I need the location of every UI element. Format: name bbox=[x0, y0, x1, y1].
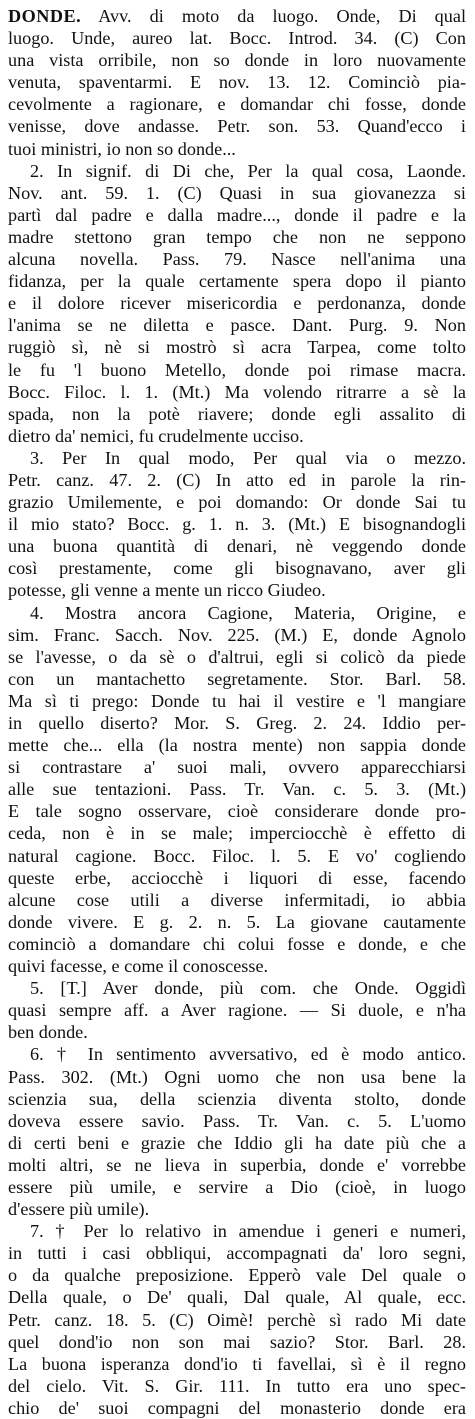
line-text: dietro da' nemici, fu crudelmente ucciso. bbox=[8, 425, 304, 446]
text-line bbox=[8, 27, 466, 49]
text-line bbox=[8, 955, 466, 977]
line-text: Petr. canz. 18. 5. (C) Oimè! perchè sì rado Mi date bbox=[8, 1309, 466, 1330]
text-line bbox=[8, 1021, 466, 1043]
line-text: in tutti i casi obbliqui, accompagnati da' loro segni, bbox=[8, 1243, 466, 1264]
text-line bbox=[8, 690, 466, 712]
line-text: 5. [T.] Aver donde, più com. che Onde. Oggidì bbox=[30, 978, 466, 999]
text-line bbox=[8, 270, 466, 292]
text-line bbox=[8, 1110, 466, 1132]
line-text: mette che... ella (la nostra mente) non sappia donde bbox=[8, 735, 466, 756]
line-text: Della quale, o De' quali, Dal quale, Al quale, ecc. bbox=[8, 1287, 466, 1308]
text-line bbox=[8, 1309, 466, 1331]
text-line bbox=[8, 138, 466, 160]
line-text: doveva essere savio. Pass. Tr. Van. c. 5. L'uomo bbox=[8, 1110, 466, 1131]
entry-text bbox=[8, 5, 466, 1419]
line-text: chio de' suoi compagni del monasterio donde era bbox=[8, 1397, 466, 1418]
line-text: La buona isperanza dond'io ti favellai, sì è il regno bbox=[8, 1353, 466, 1374]
dictionary-entry bbox=[8, 5, 466, 1419]
text-line bbox=[8, 469, 466, 491]
line-text: scienzia sua, della scienzia diventa stolto, donde bbox=[8, 1088, 466, 1109]
line-text: Bocc. Filoc. l. 1. (Mt.) Ma volendo ritrarre a sè la bbox=[8, 381, 466, 402]
line-text: d'essere più umile). bbox=[8, 1199, 150, 1220]
text-line bbox=[8, 624, 466, 646]
line-text: spada, non la potè riavere; donde egli assalito di bbox=[8, 403, 466, 424]
line-text: 6. † In sentimento avversativo, ed è modo antico. bbox=[30, 1044, 466, 1065]
text-line bbox=[8, 1154, 466, 1176]
line-text: o da qualche preposizione. Epperò vale Del quale o bbox=[8, 1265, 466, 1286]
line-text: Pass. 302. (Mt.) Ogni uomo che non usa bene la bbox=[8, 1066, 466, 1087]
text-line bbox=[8, 822, 466, 844]
text-line bbox=[8, 579, 466, 601]
line-text: 4. Mostra ancora Cagione, Materia, Origine, e bbox=[30, 602, 466, 623]
line-text: quasi sempre aff. a Aver ragione. — Si duole, e n'ha bbox=[8, 1000, 466, 1021]
line-text: ceda, non è in se male; imperciocchè è effetto di bbox=[8, 823, 466, 844]
text-line bbox=[8, 403, 466, 425]
sense-line bbox=[8, 447, 466, 469]
text-line bbox=[8, 933, 466, 955]
text-line bbox=[8, 49, 466, 71]
text-line bbox=[8, 71, 466, 93]
text-line bbox=[8, 911, 466, 933]
text-line bbox=[8, 491, 466, 513]
sense-line bbox=[8, 160, 466, 182]
line-text: ben donde. bbox=[8, 1022, 88, 1043]
sense-line bbox=[8, 977, 466, 999]
text-line bbox=[8, 1353, 466, 1375]
line-text: 2. In signif. di Di che, Per la qual cosa, Laonde. bbox=[30, 160, 466, 181]
line-text: natural cagione. Bocc. Filoc. l. 5. E vo' cogliendo bbox=[8, 845, 466, 866]
text-line bbox=[8, 845, 466, 867]
text-line bbox=[8, 889, 466, 911]
line-text: Nov. ant. 59. 1. (C) Quasi in sua giovanezza si bbox=[8, 182, 466, 203]
text-line bbox=[8, 1198, 466, 1220]
text-line bbox=[8, 182, 466, 204]
line-text: 3. Per In qual modo, Per qual via o mezzo. bbox=[30, 447, 466, 468]
line-text: di certi beni e grazie che Iddio gli ha date più che a bbox=[8, 1132, 466, 1153]
text-line bbox=[8, 646, 466, 668]
text-line bbox=[8, 734, 466, 756]
text-line bbox=[8, 292, 466, 314]
text-line bbox=[8, 336, 466, 358]
line-text: quivi facesse, e come il conoscesse. bbox=[8, 956, 269, 977]
text-line bbox=[8, 535, 466, 557]
text-line bbox=[8, 1066, 466, 1088]
line-text: alle sue tentazioni. Pass. Tr. Van. c. 5. 3. (Mt.) bbox=[8, 779, 466, 800]
headword-line bbox=[8, 5, 466, 27]
text-line bbox=[8, 93, 466, 115]
text-line bbox=[8, 867, 466, 889]
line-text: il mio stato? Bocc. g. 1. n. 3. (Mt.) E bisognandogli bbox=[8, 514, 466, 535]
line-text: luogo. Unde, aureo lat. Bocc. Introd. 34. (C) Con bbox=[8, 28, 466, 49]
line-text: l'anima se ne diletta e pasce. Dant. Purg. 9. Non bbox=[8, 315, 466, 336]
line-text: fidanza, per la quale certamente spera dopo il pianto bbox=[8, 271, 466, 292]
line-text: in quello diserto? Mor. S. Greg. 2. 24. Iddio per- bbox=[8, 713, 466, 733]
text-line bbox=[8, 1176, 466, 1198]
text-line bbox=[8, 557, 466, 579]
text-line bbox=[8, 778, 466, 800]
line-text: quel dond'io non son mai sazio? Stor. Barl. 28. bbox=[8, 1331, 466, 1352]
text-line bbox=[8, 1397, 466, 1419]
line-text: essere più umile, e servire a Dio (cioè, in luogo bbox=[8, 1176, 466, 1197]
text-line bbox=[8, 1286, 466, 1308]
text-line bbox=[8, 226, 466, 248]
text-line bbox=[8, 1264, 466, 1286]
text-line bbox=[8, 668, 466, 690]
text-line bbox=[8, 204, 466, 226]
line-text: una vista orribile, non so donde in loro nuovamente bbox=[8, 50, 466, 71]
line-text: cominciò a domandare chi colui fosse e donde, e che bbox=[8, 933, 466, 954]
line-text: queste erbe, acciocchè i liquori di esse, facendo bbox=[8, 867, 466, 888]
line-text: 7. † Per lo relativo in amendue i generi e numeri, bbox=[30, 1221, 466, 1242]
line-text: madre stettono gran tempo che non ne seppono bbox=[8, 226, 466, 247]
text-line bbox=[8, 115, 466, 137]
text-line bbox=[8, 513, 466, 535]
text-line bbox=[8, 1088, 466, 1110]
text-line bbox=[8, 248, 466, 270]
line-text: partì dal padre e dalla madre..., donde il padre e la bbox=[8, 204, 466, 225]
line-text: cevolmente a ragionare, e domandar chi fosse, donde bbox=[8, 94, 466, 115]
text-line bbox=[8, 1375, 466, 1397]
line-text: E tale sogno osservare, cioè considerare donde pro- bbox=[8, 801, 466, 822]
text-line bbox=[8, 425, 466, 447]
line-text: venuta, spaventarmi. E nov. 13. 12. Cominciò pia- bbox=[8, 72, 466, 93]
line-text: Petr. canz. 47. 2. (C) In atto ed in parole la rin- bbox=[8, 469, 466, 490]
text-line bbox=[8, 1331, 466, 1353]
line-text: e il dolore ricever misericordia e perdonanza, donde bbox=[8, 293, 466, 314]
text-line bbox=[8, 381, 466, 403]
text-line bbox=[8, 712, 466, 734]
text-line bbox=[8, 756, 466, 778]
text-line bbox=[8, 1132, 466, 1154]
line-text: alcuna novella. Pass. 79. Nasce nell'anima una bbox=[8, 249, 466, 270]
line-text: le fu 'l buono Metello, donde poi rimase macra. bbox=[8, 359, 466, 380]
line-text: sim. Franc. Sacch. Nov. 225. (M.) E, donde Agnolo bbox=[8, 624, 466, 645]
line-text: grazio Umilemente, e poi domando: Or donde Sai tu bbox=[8, 492, 466, 513]
line-text: potesse, gli venne a mente un ricco Giudeo. bbox=[8, 580, 326, 601]
line-text: se l'avesse, o da sè o d'altrui, egli si colicò da piede bbox=[8, 646, 466, 667]
line-text: donde vivere. E g. 2. n. 5. La giovane cautamente bbox=[8, 911, 466, 932]
line-text: si contrastare a' suoi mali, ovvero apparecchiarsi bbox=[8, 757, 466, 778]
text-line bbox=[8, 359, 466, 381]
line-text: tuoi ministri, io non so donde... bbox=[8, 138, 236, 159]
line-text: Avv. di moto da luogo. Onde, Di qual bbox=[81, 6, 466, 26]
text-line bbox=[8, 1242, 466, 1264]
line-text: alcune cose utili a diverse infermitadi, io abbia bbox=[8, 889, 466, 910]
line-text: del cielo. Vit. S. Gir. 111. In tutto era uno spec- bbox=[8, 1375, 466, 1396]
line-text: Ma sì ti prego: Donde tu hai il vestire e 'l mangiare bbox=[8, 690, 466, 711]
text-line bbox=[8, 800, 466, 822]
text-line bbox=[8, 314, 466, 336]
line-text: venisse, dove andasse. Petr. son. 53. Quand'ecco i bbox=[8, 116, 466, 137]
text-line bbox=[8, 999, 466, 1021]
sense-line bbox=[8, 1043, 466, 1065]
sense-line bbox=[8, 1220, 466, 1242]
line-text: così prestamente, come gli bisognavano, aver gli bbox=[8, 558, 466, 579]
line-text: con un mantachetto segretamente. Stor. Barl. 58. bbox=[8, 668, 466, 689]
headword: DONDE. bbox=[8, 6, 82, 26]
line-text: una buona quantità di denari, nè veggendo donde bbox=[8, 536, 466, 557]
sense-line bbox=[8, 602, 466, 624]
line-text: molti altri, se ne lieva in superbia, donde e' vorrebbe bbox=[8, 1154, 466, 1175]
line-text: ruggiò sì, nè si mostrò sì acra Tarpea, come tolto bbox=[8, 337, 466, 358]
